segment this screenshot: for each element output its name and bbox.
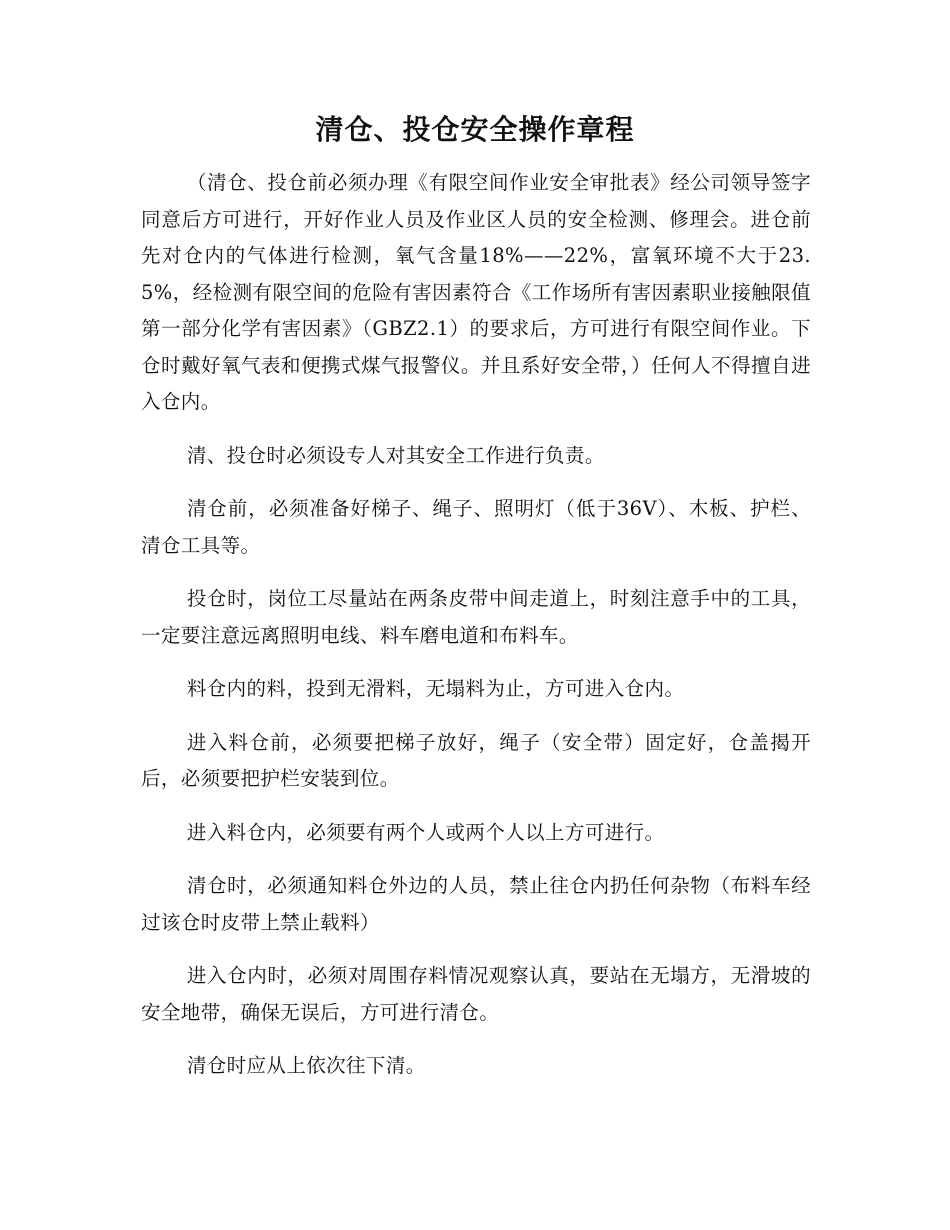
page-title: 清仓、投仓安全操作章程 (315, 113, 635, 146)
paragraph-top-down-order: 清仓时应从上依次往下清。 (186, 1054, 426, 1077)
paragraph-standing-position: 投仓时，岗位工尽量站在两条皮带中间走道上，时刻注意手中的工具，一定要注意远离照明电线、料车磨电道和布料车。 (141, 587, 811, 647)
paragraph-safe-zone: 进入仓内时，必须对周围存料情况观察认真，要站在无塌方，无滑坡的安全地带，确保无误后，方可进行清仓。 (141, 964, 811, 1024)
paragraph-material-condition: 料仓内的料，投到无滑料，无塌料为止，方可进入仓内。 (186, 677, 685, 700)
document-body (141, 165, 811, 1102)
paragraph-preparation: 清仓前，必须准备好梯子、绳子、照明灯（低于36V）、木板、护栏、清仓工具等。 (141, 497, 811, 557)
paragraph-notify-outside: 清仓时，必须通知料仓外边的人员，禁止往仓内扔任何杂物（布料车经过该仓时皮带上禁止载料） (141, 874, 811, 934)
paragraph-two-person-rule: 进入料仓内，必须要有两个人或两个人以上方可进行。 (186, 820, 665, 844)
paragraph-responsible-person: 清、投仓时必须设专人对其安全工作进行负责。 (186, 443, 605, 467)
paragraph-approval-requirements: （清仓、投仓前必须办理《有限空间作业安全审批表》经公司领导签字同意后方可进行，开好作业人员及作业区人员的安全检测、修理会。进仓前先对仓内的气体进行检测，氧气含量18%——22%，富氧环境不大于23.5%，经检测有限空间的危险有害因素符合《工作场所有害因素职业接触限值第一部分化学有害因素》（GBZ2.1）的要求后，方可进行有限空间作业。下仓时戴好氧气表和便携式煤气报警仪。并且系好安全带，）任何人不得擅自进入仓内。 (141, 171, 811, 413)
paragraph-before-entering: 进入料仓前，必须要把梯子放好，绳子（安全带）固定好，仓盖揭开后，必须要把护栏安装到位。 (141, 730, 811, 790)
